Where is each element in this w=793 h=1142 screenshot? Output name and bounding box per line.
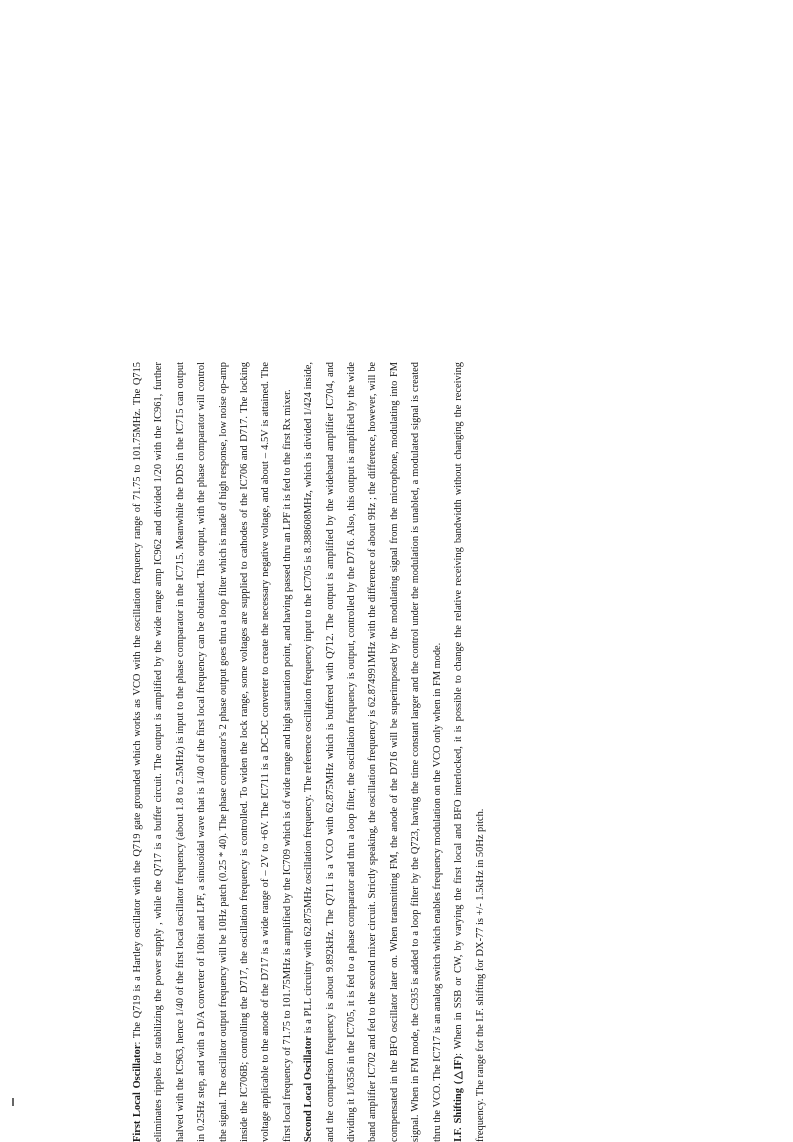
paragraph-first-local-oscillator: [127, 362, 298, 1142]
scan-mark: [12, 1098, 14, 1106]
paragraph-title: I.F. Shifting (△IF): [452, 1055, 464, 1142]
paragraph-body: : The Q719 is a Hartley oscillator with the Q719 gate grounded which works as VCO with the oscillation frequency range of 71.75 to 101.75MHz. The Q715 eliminates ripples for stabilizing the power supply , while the Q717 is a buffer circuit. The output is amplified by the wide range amp IC962 and divided 1/20 with the IC961, further halved with the IC963, hence 1/40 of the first local oscillator frequency (about 1.8 to 2.5MHz) is input to the phase comparator in the IC715. Meanwhile the DDS in the IC715 can output in 0.25Hz step, and with a D/A converter of 10bit and LPF, a sinusoidal wave that is 1/40 of the first local frequency can be obtained. This output, with the phase comparator will control the signal. The oscillator output frequency will be 10Hz patch (0.25 * 40). The phase comparator's 2 phase output goes thru a loop filter which is made of high response, low noise op-amp inside the IC706B; controlling the D717, the oscillation frequency is controlled. To widen the lock range, some voltages are supplied to cathodes of the IC706 and D717. The locking voltage applicable to the anode of the D717 is a wide range of – 2V to +6V. The IC711 is a DC-DC converter to create the necessary negative voltage, and about – 4.5V is attained. The first local frequency of 71.75 to 101.75MHz is amplified by the IC709 which is of wide range and high saturation point, and having passed thru an LPF it is fed to the first Rx mixer.: [131, 362, 293, 1142]
rotated-document-page: [127, 362, 667, 1142]
paragraph-title: First Local Oscillator: [131, 1044, 143, 1142]
paragraph-title: Second Local Oscillator: [302, 1036, 314, 1142]
paragraph-body: : When in SSB or CW, by varying the first local and BFO interlocked, it is possible to change the relative receiving bandwidth without changing the receiving frequency. The range for the I.F. shifting for DX-77 is +/- 1.5kHz in 50Hz pitch.: [452, 361, 485, 1142]
paragraph-second-local-oscillator: [298, 362, 448, 1142]
paragraph-body: is a PLL circuitry with 62.875MHz oscillation frequency. The reference oscillation frequency input to the IC705 is 8.388608MHz, which is divided 1/424 inside, and the comparison frequency is about 9.892kHz. The Q711 is a VCO with 62.875MHz which is buffered with Q712. The output is amplified by the wideband amplifier IC704, and dividing it 1/6356 in the IC705, it is fed to a phase comparator and thru a loop filter, the oscillation frequency is output, controlled by the D716. Also, this output is amplified by the wide band amplifier IC702 and fed to the second mixer circuit. Strictly speaking, the oscillation frequency is 62.874991MHz with the difference of about 9Hz ; the difference, however, will be compensated in the BFO oscillator later on. When transmitting FM, the anode of the D716 will be superimposed by the modulating signal from the microphone, modulating into FM signal. When in FM mode, the C935 is added to a loop filter by the Q723, having the time constant larger and the control under the modulation is unabled, a modulated signal is created thru the VCO. The IC717 is an analog switch which enables frequency modulation on the VCO only when in FM mode.: [302, 362, 443, 1142]
paragraph-if-shifting: [448, 362, 491, 1142]
